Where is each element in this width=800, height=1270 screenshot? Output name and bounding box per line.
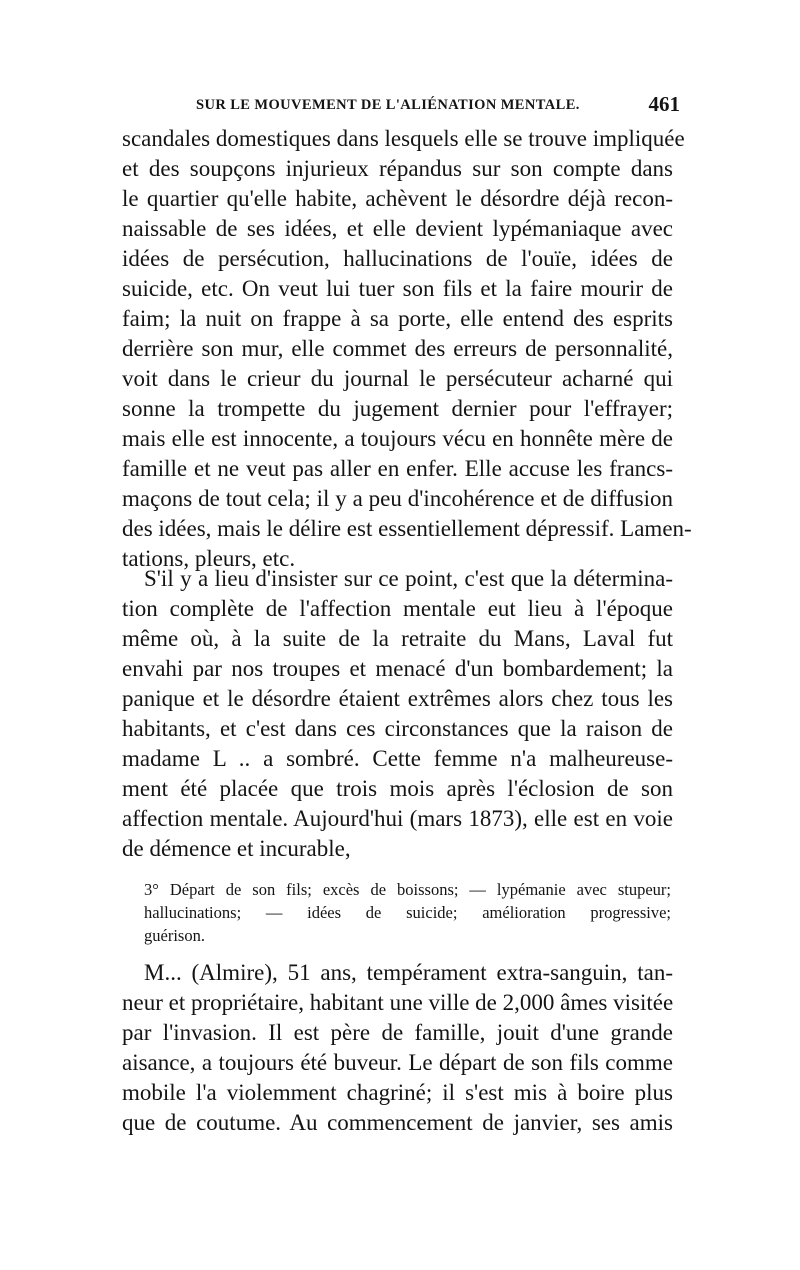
text-line: mais elle est innocente, a toujours vécu en honnête mère de [122,426,673,451]
text-line: panique et le désordre étaient extrêmes alors chez tous les [122,686,673,711]
text-line: envahi par nos troupes et menacé d'un bombardement; la [122,656,673,681]
text-line: par l'invasion. Il est père de famille, jouit d'une grande [122,1020,673,1045]
text-line: faim; la nuit on frappe à sa porte, elle entend des esprits [122,306,673,331]
text-line: le quartier qu'elle habite, achèvent le désordre déjà recon- [122,186,673,211]
running-head-title: SUR LE MOUVEMENT DE L'ALIÉNATION MENTALE. [196,97,580,113]
running-head [196,92,680,119]
text-line: tion complète de l'affection mentale eut lieu à l'époque [122,596,673,621]
text-line: habitants, et c'est dans ces circonstances que la raison de [122,716,673,741]
text-line: voit dans le crieur du journal le persécuteur acharné qui [122,366,673,391]
text-line: et des soupçons injurieux répandus sur son compte dans [122,156,673,181]
text-line: madame L .. a sombré. Cette femme n'a malheureuse- [122,746,673,771]
text-line: même où, à la suite de la retraite du Mans, Laval fut [122,626,673,651]
text-line: des idées, mais le délire est essentiellement dépressif. Lamen- [122,516,692,541]
text-line: sonne la trompette du jugement dernier pour l'effrayer; [122,396,673,421]
case-heading [122,878,671,947]
paragraph-2 [122,564,673,864]
text-line: tations, pleurs, etc. [122,546,296,571]
paragraph-1 [122,124,692,574]
text-line: aisance, a toujours été buveur. Le départ de son fils comme [122,1050,673,1075]
text-line: maçons de tout cela; il y a peu d'incohérence et de diffusion [122,486,673,511]
case-heading-line: 3° Départ de son fils; excès de boissons; — lypémanie avec stupeur; [144,880,671,899]
text-line: de démence et incurable, [122,836,351,861]
paragraph-3 [122,958,673,1138]
text-line: scandales domestiques dans lesquels elle se trouve impliquée [122,126,685,151]
text-line: derrière son mur, elle commet des erreurs de personnalité, [122,336,673,361]
text-line: ment été placée que trois mois après l'éclosion de son [122,776,673,801]
text-line: idées de persécution, hallucinations de l'ouïe, idées de [122,246,673,271]
text-line: M... (Almire), 51 ans, tempérament extra-sanguin, tan- [144,960,673,985]
case-heading-line: hallucinations; — idées de suicide; amélioration progressive; [144,903,671,922]
text-line: neur et propriétaire, habitant une ville de 2,000 âmes visitée [122,990,674,1015]
text-line: mobile l'a violemment chagriné; il s'est mis à boire plus [122,1080,673,1105]
text-line: S'il y a lieu d'insister sur ce point, c'est que la détermina- [144,566,673,591]
page-number: 461 [648,92,680,116]
text-line: naissable de ses idées, et elle devient lypémaniaque avec [122,216,673,241]
text-line: suicide, etc. On veut lui tuer son fils et la faire mourir de [122,276,673,301]
text-line: que de coutume. Au commencement de janvier, ses amis [122,1110,673,1135]
text-line: affection mentale. Aujourd'hui (mars 1873), elle est en voie [122,806,673,831]
text-line: famille et ne veut pas aller en enfer. Elle accuse les francs- [122,456,673,481]
case-heading-line: guérison. [144,926,205,945]
